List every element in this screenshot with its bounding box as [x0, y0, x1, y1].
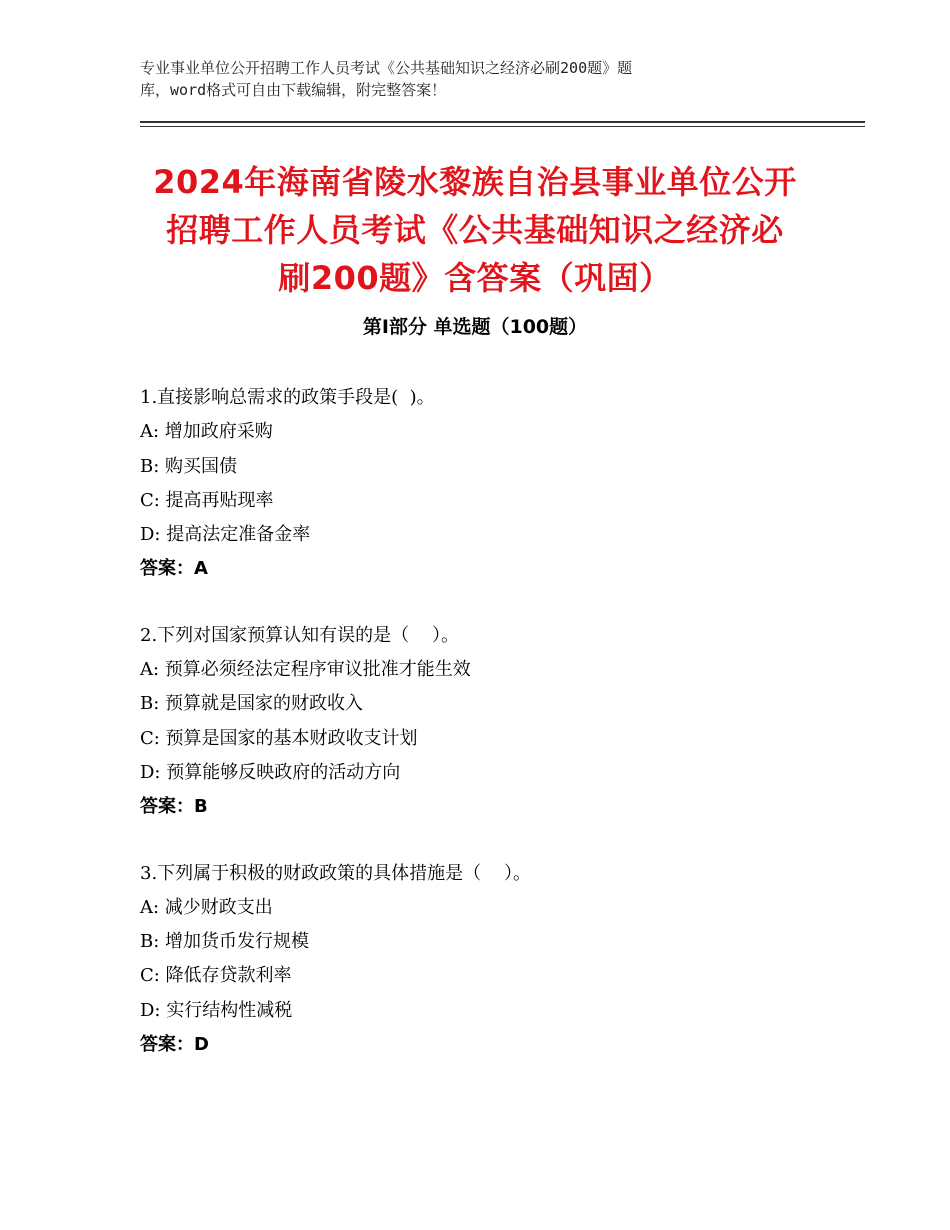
question-2: [140, 619, 840, 825]
answer-key: 答案：B: [140, 796, 208, 818]
document-title-line-3: 刷200题》含答案（巩固）: [278, 259, 672, 297]
answer-key: 答案：D: [140, 1034, 209, 1056]
question-1: [140, 381, 840, 587]
question-stem: 3.下列属于积极的财政政策的具体措施是（ ）。: [140, 862, 532, 884]
option-a: A: 减少财政支出: [140, 896, 273, 918]
option-a: A: 预算必须经法定程序审议批准才能生效: [140, 659, 471, 681]
header-note-line-2: 库，word格式可自由下载编辑，附完整答案！: [140, 81, 447, 99]
option-c: C: 降低存贷款利率: [140, 965, 292, 987]
question-stem: 1.直接影响总需求的政策手段是( )。: [140, 387, 435, 408]
question-stem: 2.下列对国家预算认知有误的是（ ）。: [140, 624, 460, 646]
header-note-line-1: 专业事业单位公开招聘工作人员考试《公共基础知识之经济必刷200题》题: [140, 59, 633, 77]
option-b: B: 购买国债: [140, 455, 238, 477]
header-divider-thick: [140, 121, 865, 123]
document-title-line-2: 招聘工作人员考试《公共基础知识之经济必: [166, 211, 784, 249]
header-divider-thin: [140, 126, 865, 127]
option-b: B: 预算就是国家的财政收入: [140, 693, 364, 715]
question-list: [140, 381, 840, 1094]
document-title-line-1: 2024年海南省陵水黎族自治县事业单位公开: [153, 163, 797, 201]
question-3: [140, 857, 840, 1063]
option-d: D: 预算能够反映政府的活动方向: [140, 761, 401, 783]
option-c: C: 提高再贴现率: [140, 489, 274, 511]
option-d: D: 实行结构性减税: [140, 999, 293, 1021]
document-title: [130, 158, 820, 302]
answer-key: 答案：A: [140, 558, 208, 580]
option-c: C: 预算是国家的基本财政收支计划: [140, 727, 418, 749]
option-a: A: 增加政府采购: [140, 421, 273, 443]
header-note: [140, 57, 780, 101]
option-b: B: 增加货币发行规模: [140, 931, 310, 953]
option-d: D: 提高法定准备金率: [140, 524, 311, 546]
section-title: 第Ⅰ部分 单选题（100题）: [362, 316, 588, 338]
